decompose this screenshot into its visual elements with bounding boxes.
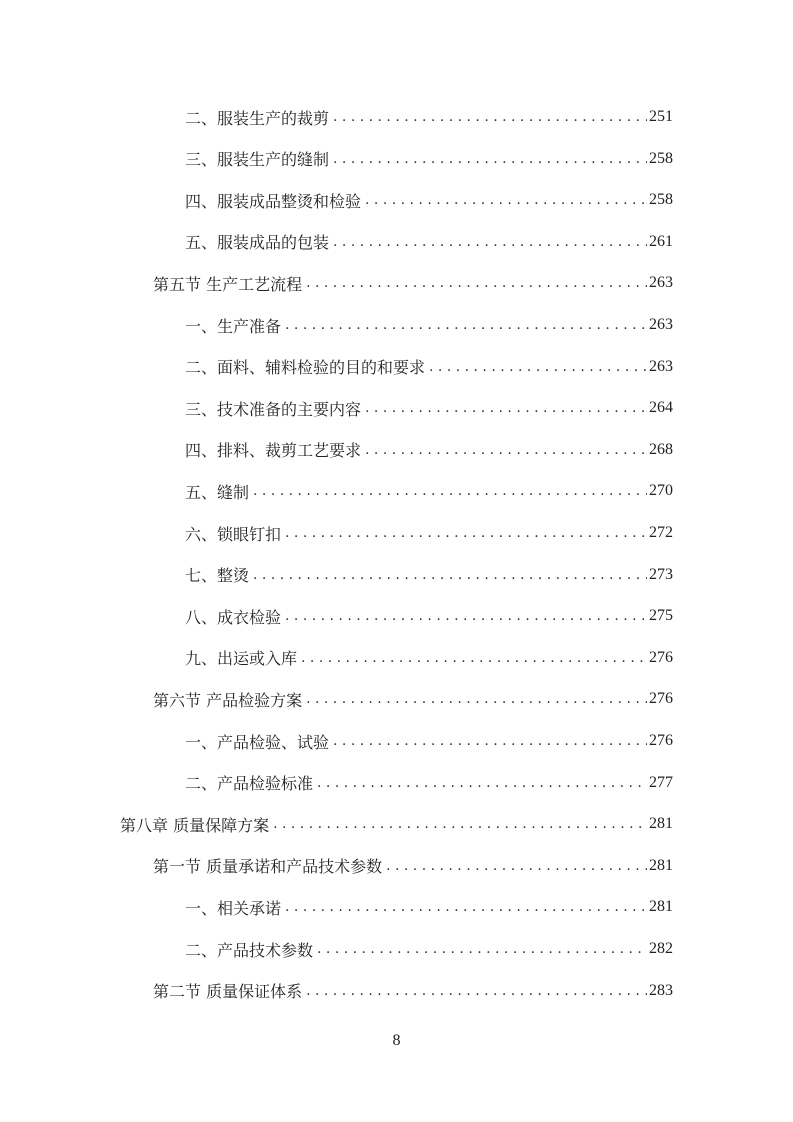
dot-leader <box>317 941 647 957</box>
toc-entry-title: 四、排料、裁剪工艺要求 <box>185 441 362 461</box>
toc-entry-page: 272 <box>649 524 673 541</box>
toc-entry-page: 282 <box>649 940 673 957</box>
dot-leader <box>253 567 647 583</box>
toc-entry[interactable] <box>185 771 673 795</box>
toc-entry[interactable] <box>153 687 673 711</box>
toc-entry-title: 四、服装成品整烫和检验 <box>185 191 362 211</box>
toc-entry-page: 273 <box>649 565 673 583</box>
toc-entry-title: 一、产品检验、试验 <box>185 732 330 752</box>
dot-leader <box>306 983 647 999</box>
dot-leader <box>306 275 647 291</box>
toc-entry[interactable] <box>185 230 673 254</box>
toc-entry-page: 258 <box>649 191 673 209</box>
toc-entry-page: 251 <box>649 108 673 125</box>
toc-entry-title: 第八章 质量保障方案 <box>120 815 270 835</box>
toc-entry-page: 281 <box>649 815 673 833</box>
toc-entry-page: 275 <box>649 607 673 625</box>
dot-leader <box>365 442 647 458</box>
dot-leader <box>285 525 647 541</box>
dot-leader <box>333 109 647 125</box>
dot-leader <box>333 151 647 167</box>
toc-entry-page: 276 <box>649 732 673 749</box>
toc-entry[interactable] <box>185 438 673 462</box>
toc-entry[interactable] <box>185 147 673 171</box>
toc-entry[interactable] <box>185 355 673 379</box>
toc-entry-page: 270 <box>649 482 673 500</box>
toc-entry[interactable] <box>185 895 673 919</box>
toc-entry-title: 三、服装生产的缝制 <box>185 150 330 170</box>
toc-entry[interactable] <box>185 396 673 420</box>
toc-entry-page: 281 <box>649 856 673 874</box>
dot-leader <box>333 234 647 250</box>
page-number: 8 <box>392 1032 401 1049</box>
dot-leader <box>273 816 647 832</box>
dot-leader <box>333 733 647 749</box>
toc-entry[interactable] <box>185 105 673 129</box>
toc-entry-page: 268 <box>649 440 673 458</box>
dot-leader <box>285 608 647 624</box>
toc-entry-page: 263 <box>649 274 673 292</box>
toc-entry-page: 276 <box>649 690 673 708</box>
dot-leader <box>253 483 647 499</box>
dot-leader <box>285 317 647 333</box>
dot-leader <box>429 359 647 375</box>
toc-entry-page: 261 <box>649 232 673 250</box>
toc-entry-title: 一、相关承诺 <box>185 898 282 918</box>
toc-entry-page: 277 <box>649 773 673 791</box>
toc-entry-page: 283 <box>649 981 673 999</box>
toc-entry[interactable] <box>185 188 673 212</box>
toc-entry-page: 263 <box>649 357 673 375</box>
toc-entry-title: 八、成衣检验 <box>185 607 282 627</box>
toc-entry-page: 276 <box>649 648 673 666</box>
toc-entry[interactable] <box>185 479 673 503</box>
toc-entry-page: 264 <box>649 399 673 417</box>
toc-entry[interactable] <box>153 271 673 295</box>
toc-entry-title: 二、服装生产的裁剪 <box>185 108 330 128</box>
toc-entry[interactable] <box>185 604 673 628</box>
toc-entry[interactable] <box>120 812 673 836</box>
toc-entry-title: 五、服装成品的包装 <box>185 233 330 253</box>
toc-entry-title: 一、生产准备 <box>185 316 282 336</box>
toc-entry-title: 二、面料、辅料检验的目的和要求 <box>185 358 426 378</box>
toc-entry-page: 258 <box>649 149 673 167</box>
toc-entry[interactable] <box>185 729 673 753</box>
toc-entry[interactable] <box>185 937 673 961</box>
toc-entry[interactable] <box>185 646 673 670</box>
toc-entry[interactable] <box>185 563 673 587</box>
toc-entry-title: 第二节 质量保证体系 <box>153 982 303 1002</box>
toc-entry-page: 263 <box>649 316 673 333</box>
toc-entry-page: 281 <box>649 898 673 916</box>
toc-entry[interactable] <box>153 979 673 1003</box>
toc-entry-title: 第五节 生产工艺流程 <box>153 274 303 294</box>
toc-entry[interactable] <box>153 854 673 878</box>
dot-leader <box>285 899 647 915</box>
toc-entry-title: 五、缝制 <box>185 482 250 502</box>
toc-entry-title: 二、产品技术参数 <box>185 940 314 960</box>
toc-entry-title: 三、技术准备的主要内容 <box>185 399 362 419</box>
toc-entry-title: 第一节 质量承诺和产品技术参数 <box>153 857 383 877</box>
dot-leader <box>317 775 647 791</box>
dot-leader <box>306 691 647 707</box>
toc-entry-title: 第六节 产品检验方案 <box>153 690 303 710</box>
dot-leader <box>301 650 647 666</box>
dot-leader <box>386 858 647 874</box>
toc-entry-title: 九、出运或入库 <box>185 649 298 669</box>
toc-entry[interactable] <box>185 521 673 545</box>
toc-entry-title: 七、整烫 <box>185 566 250 586</box>
dot-leader <box>365 400 647 416</box>
toc-entry-title: 二、产品检验标准 <box>185 774 314 794</box>
dot-leader <box>365 192 647 208</box>
toc-entry-title: 六、锁眼钉扣 <box>185 524 282 544</box>
toc-entry[interactable] <box>185 313 673 337</box>
